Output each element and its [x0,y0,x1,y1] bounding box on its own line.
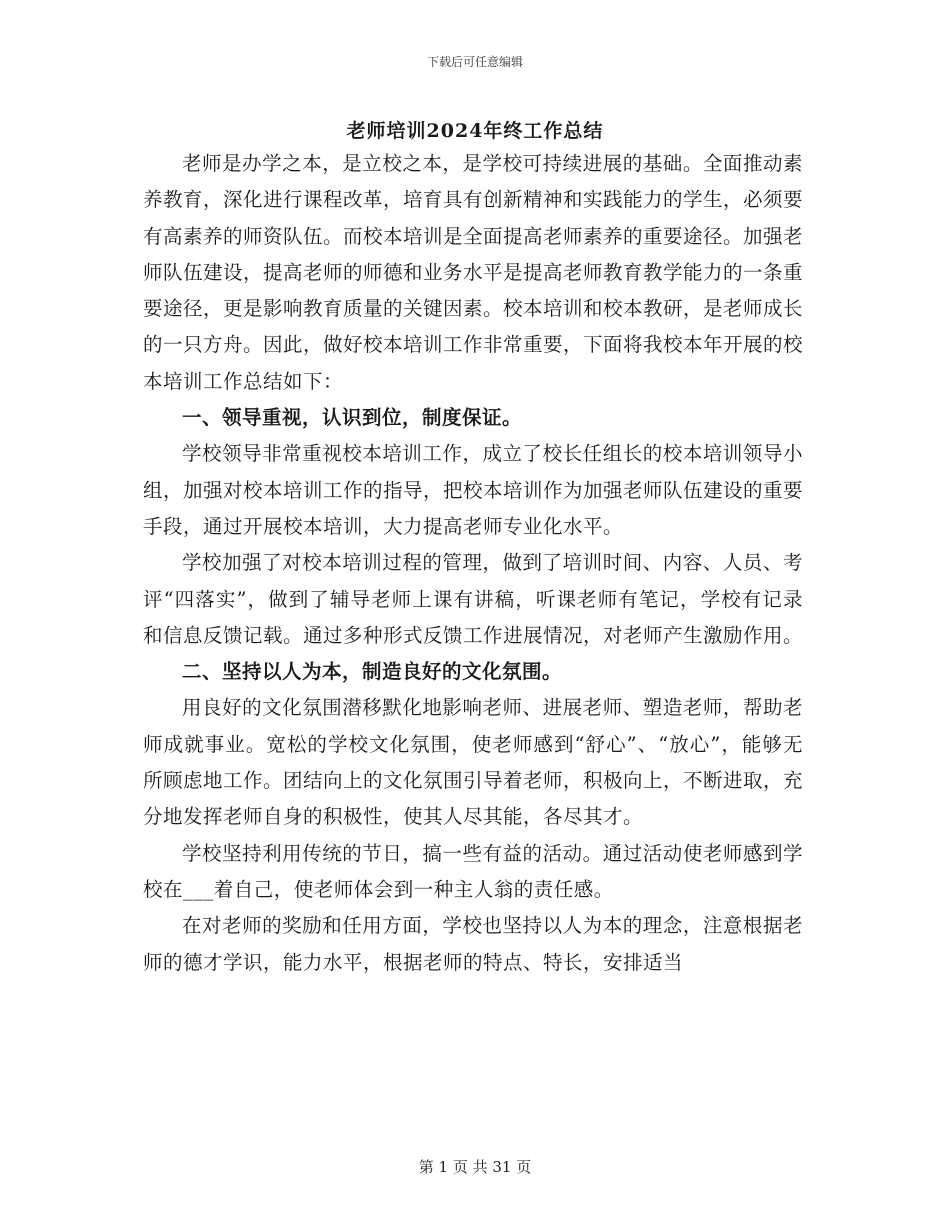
body-paragraph: 学校领导非常重视校本培训工作，成立了校长任组长的校本培训领导小组，加强对校本培训工作的指导，把校本培训作为加强老师队伍建设的重要手段，通过开展校本培训，大力提高老师专业化水平。 [143,442,804,538]
page-header-note: 下载后可任意编辑 [426,55,523,69]
body-paragraph: 在对老师的奖励和任用方面，学校也坚持以人为本的理念，注意根据老师的德才学识，能力水平，根据老师的特点、特长，安排适当 [143,914,803,974]
section-heading-1: 一、领导重视，认识到位，制度保证。 [182,406,523,430]
body-paragraph: 用良好的文化氛围潜移默化地影响老师、进展老师、塑造老师，帮助老师成就事业。宽松的学校文化氛围，使老师感到“舒心”、“放心”，能够无所顾虑地工作。团结向上的文化氛围引导着老师，积极向上，不断进取，充分地发挥老师自身的积极性，使其人尽其能，各尽其才。 [143,696,804,829]
body-paragraph: 学校坚持利用传统的节日，搞一些有益的活动。通过活动使老师感到学校在___着自己，使老师体会到一种主人翁的责任感。 [143,841,803,901]
document-body [143,146,803,981]
body-paragraph: 老师是办学之本，是立校之本，是学校可持续进展的基础。全面推动素养教育，深化进行课程改革，培育具有创新精神和实践能力的学生，必须要有高素养的师资队伍。而校本培训是全面提高老师素养的重要途径。加强老师队伍建设，提高老师的师德和业务水平是提高老师教育教学能力的一条重要途径，更是影响教育质量的关键因素。校本培训和校本教研，是老师成长的一只方舟。因此，做好校本培训工作非常重要，下面将我校本年开展的校本培训工作总结如下： [143,152,804,393]
body-paragraph: 学校加强了对校本培训过程的管理，做到了培训时间、内容、人员、考评“四落实”，做到了辅导老师上课有讲稿，听课老师有笔记，学校有记录和信息反馈记载。通过多种形式反馈工作进展情况，对老师产生激励作用。 [143,551,804,647]
document-title: 老师培训2024年终工作总结 [346,120,604,142]
page-number-footer: 第 1 页 共 31 页 [418,1158,532,1176]
section-heading-2: 二、坚持以人为本，制造良好的文化氛围。 [182,660,563,684]
